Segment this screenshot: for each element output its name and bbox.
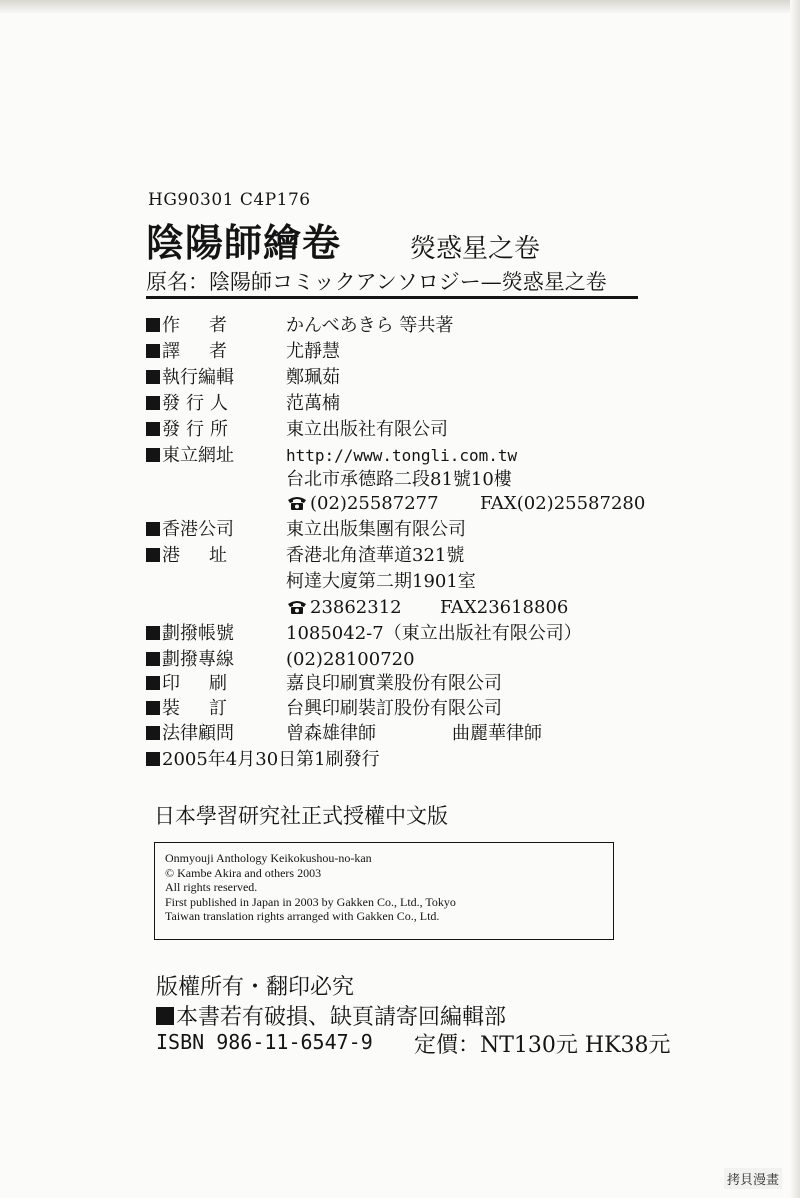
credit-label: 香港公司 [162, 519, 234, 540]
credit-label: 印刷 [162, 673, 256, 694]
bullet-square [146, 548, 160, 562]
bullet-square [146, 318, 160, 332]
telephone-icon [286, 599, 308, 615]
watermark-stamp: 拷貝漫畫 [724, 1168, 782, 1189]
credit-printer [146, 672, 502, 696]
copyright-line: Taiwan translation rights arranged with Gakken Co., Ltd. [165, 909, 440, 923]
credit-value: 香港北角渣華道321號 [286, 545, 465, 566]
credit-value: かんべあきら 等共著 [286, 315, 454, 336]
credit-translator [146, 340, 340, 364]
bullet-square [146, 448, 160, 462]
bullet-square [146, 522, 160, 536]
return-notice [156, 1000, 506, 1031]
credit-value: 尤靜慧 [286, 341, 340, 362]
credit-value: 台興印刷裝訂股份有限公司 [286, 698, 502, 719]
credit-label: 港址 [162, 545, 256, 566]
bullet-square [146, 652, 160, 666]
isbn: ISBN 986-11-6547-9 [156, 1030, 373, 1054]
credit-hotline [146, 648, 415, 672]
credit-value: 1085042-7（東立出版社有限公司） [286, 623, 582, 644]
phone-number: 23862312 [310, 597, 402, 618]
bullet-square [146, 701, 160, 715]
page-edge-right-shadow [790, 0, 800, 1198]
bullet-square [146, 676, 160, 690]
credit-publisher [146, 392, 340, 416]
copyright-line: © Kambe Akira and others 2003 [165, 865, 322, 880]
bullet-square [156, 1007, 174, 1025]
rights-notice: 版權所有・翻印必究 [156, 975, 355, 1000]
copyright-line: First published in Japan in 2003 by Gakken Co., Ltd., Tokyo [165, 894, 456, 909]
credit-label: 東立網址 [162, 445, 234, 466]
phone-line [286, 492, 439, 516]
address-text: 柯達大廈第二期1901室 [286, 571, 476, 592]
credit-label: 裝訂 [162, 698, 256, 719]
credit-label: 法律顧問 [162, 723, 234, 744]
edition-text: 2005年4月30日第1刷發行 [162, 749, 380, 770]
bullet-square [146, 344, 160, 358]
credit-label: 發行所 [162, 419, 234, 440]
credit-account [146, 622, 582, 646]
credit-value: 東立出版社有限公司 [286, 419, 448, 440]
copyright-line: All rights reserved. [165, 880, 258, 894]
credit-legal [146, 722, 542, 746]
credit-value: 嘉良印刷實業股份有限公司 [286, 673, 502, 694]
credit-author [146, 314, 454, 338]
credit-hk-address [146, 544, 465, 568]
credit-value: 曾森雄律師 [286, 723, 376, 744]
bullet-square [146, 370, 160, 384]
fax-number: FAX23618806 [440, 597, 569, 618]
credit-value: (02)28100720 [286, 649, 415, 670]
book-title: 陰陽師繪卷 [146, 220, 342, 265]
credit-editor [146, 366, 340, 390]
bullet-square [146, 626, 160, 640]
fax-number: FAX(02)25587280 [480, 493, 646, 514]
price: 定價：NT130元 HK38元 [414, 1033, 671, 1058]
credit-label: 譯者 [162, 341, 256, 362]
phone-number: (02)25587277 [310, 493, 439, 514]
copyright-line: Onmyouji Anthology Keikokushou-no-kan [165, 851, 372, 865]
credit-label: 執行編輯 [162, 367, 234, 388]
credit-value: 東立出版集團有限公司 [286, 519, 466, 540]
credit-label: 劃撥專線 [162, 649, 234, 670]
telephone-icon [286, 495, 308, 511]
original-title: 原名：陰陽師コミックアンソロジー—熒惑星之卷 [146, 270, 607, 294]
phone-line [286, 596, 402, 620]
credit-label: 作者 [162, 315, 256, 336]
credit-binding [146, 697, 502, 721]
credit-label: 發行人 [162, 393, 234, 414]
bullet-square [146, 752, 160, 766]
credit-value: 鄭珮茹 [286, 367, 340, 388]
credit-value-2: 曲麗華律師 [452, 723, 542, 744]
page-edge-shadow [0, 0, 800, 14]
return-notice-text: 本書若有破損、缺頁請寄回編輯部 [176, 1005, 507, 1030]
credit-value: 范萬楠 [286, 393, 340, 414]
credit-hk-company [146, 518, 466, 542]
product-code: HG90301 C4P176 [148, 190, 311, 210]
bullet-square [146, 396, 160, 410]
copyright-box [154, 842, 614, 940]
credit-edition [146, 748, 380, 772]
title-divider [146, 296, 638, 299]
credit-value: http://www.tongli.com.tw [286, 446, 518, 465]
credit-label: 劃撥帳號 [162, 623, 234, 644]
address-text: 台北市承德路二段81號10樓 [286, 469, 512, 490]
license-statement: 日本學習研究社正式授權中文版 [154, 804, 448, 828]
book-subtitle: 熒惑星之卷 [410, 234, 541, 264]
bullet-square [146, 726, 160, 740]
credit-website [146, 444, 518, 468]
credit-publishing-house [146, 418, 448, 442]
bullet-square [146, 422, 160, 436]
